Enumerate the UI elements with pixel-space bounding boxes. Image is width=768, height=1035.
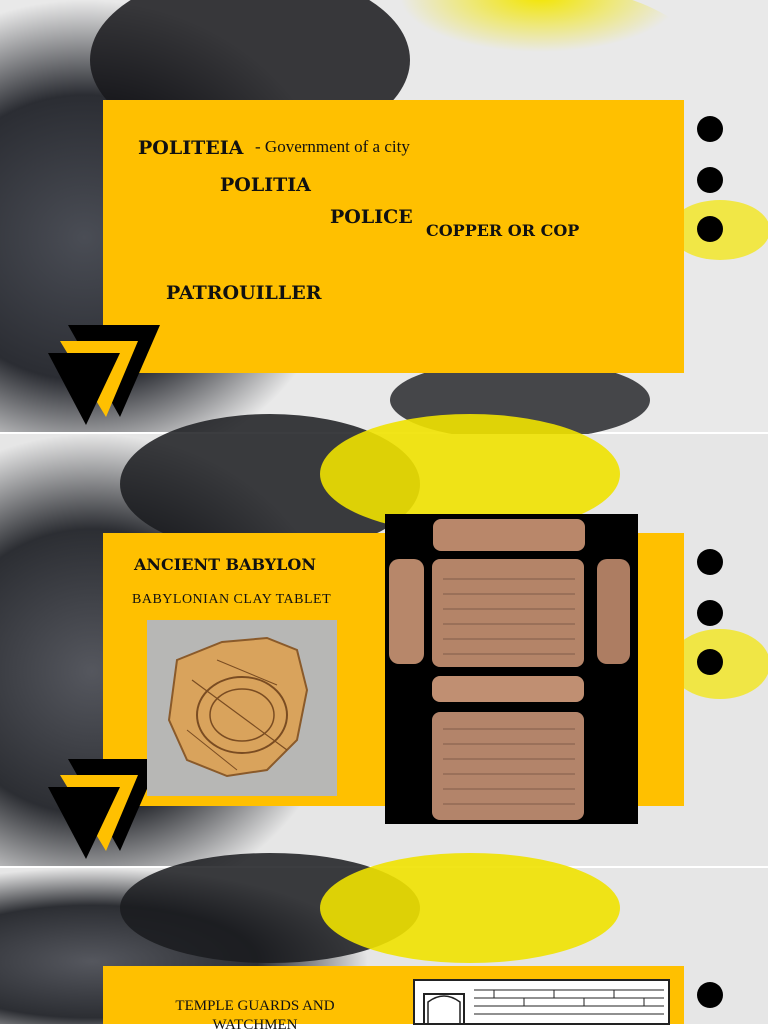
term-politeia: POLITEIA xyxy=(138,137,244,159)
clay-tablet-photo xyxy=(147,620,337,796)
slide-title: ANCIENT BABYLON xyxy=(134,555,316,574)
term-police: POLICE xyxy=(330,206,413,228)
bullet-dot-icon xyxy=(697,216,723,242)
slide-subtitle: BABYLONIAN CLAY TABLET xyxy=(132,592,332,607)
bullet-dot-icon xyxy=(697,982,723,1008)
slide-3 xyxy=(0,868,768,1033)
term-patrouiller: PATROUILLER xyxy=(166,282,322,304)
bullet-dot-icon xyxy=(697,167,723,193)
watchmen-illustration xyxy=(414,980,669,1024)
bullet-dot-icon xyxy=(697,649,723,675)
chevron-triangle-icon xyxy=(48,325,163,425)
term-copper: COPPER OR COP xyxy=(426,221,580,240)
bullet-dot-icon xyxy=(697,549,723,575)
slide-1 xyxy=(0,0,768,432)
bullet-dot-icon xyxy=(697,600,723,626)
bullet-dot-icon xyxy=(697,116,723,142)
chevron-triangle-icon xyxy=(48,759,163,859)
term-politeia-definition: - Government of a city xyxy=(255,137,410,156)
slide-2 xyxy=(0,434,768,866)
tablet-faces-photo xyxy=(385,514,638,824)
term-politia: POLITIA xyxy=(220,174,311,196)
slide-title: TEMPLE GUARDS AND WATCHMEN xyxy=(175,998,335,1033)
